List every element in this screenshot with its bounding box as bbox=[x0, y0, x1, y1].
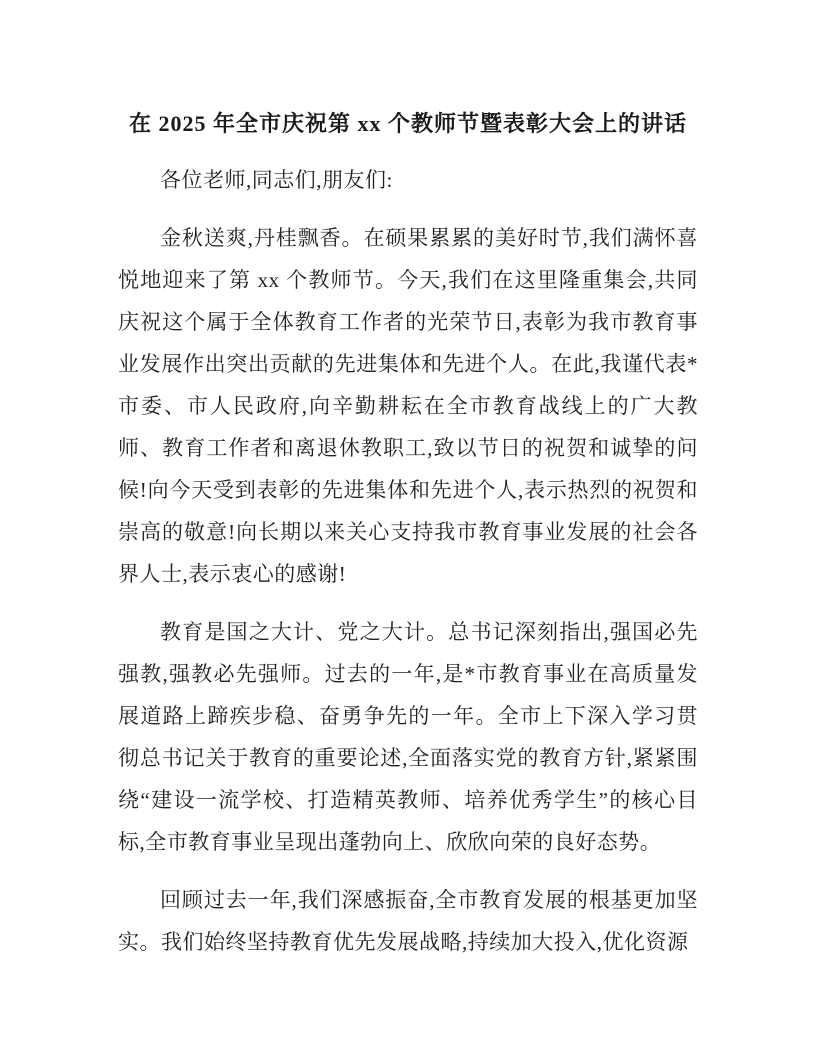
paragraph-body-1: 金秋送爽,丹桂飘香。在硕果累累的美好时节,我们满怀喜悦地迎来了第 xx 个教师节。今天,我们在这里隆重集会,共同庆祝这个属于全体教育工作者的光荣节日,表彰为我市教育事业发展作出突出贡献的先进集体和先进个人。在此,我谨代表*市委、市人民政府,向辛勤耕耘在全市教育战线上的广大教师、教育工作者和离退休教职工,致以节日的祝贺和诚挚的问候!向今天受到表彰的先进集体和先进个人,表示热烈的祝贺和崇高的敬意!向长期以来关心支持我市教育事业发展的社会各界人士,表示衷心的感谢! bbox=[118, 226, 698, 586]
paragraph-body-3: 回顾过去一年,我们深感振奋,全市教育发展的根基更加坚实。我们始终坚持教育优先发展战略,持续加大投入,优化资源 bbox=[118, 888, 698, 954]
document-title: 在 2025 年全市庆祝第 xx 个教师节暨表彰大会上的讲话 bbox=[128, 111, 687, 136]
paragraph-salutation: 各位老师,同志们,朋友们: bbox=[160, 168, 393, 192]
paragraph-body-2: 教育是国之大计、党之大计。总书记深刻指出,强国必先强教,强教必先强师。过去的一年,是*市教育事业在高质量发展道路上蹄疾步稳、奋勇争先的一年。全市上下深入学习贯彻总书记关于教育的重要论述,全面落实党的教育方针,紧紧围绕“建设一流学校、打造精英教师、培养优秀学生”的核心目标,全市教育事业呈现出蓬勃向上、欣欣向荣的良好态势。 bbox=[118, 620, 698, 854]
